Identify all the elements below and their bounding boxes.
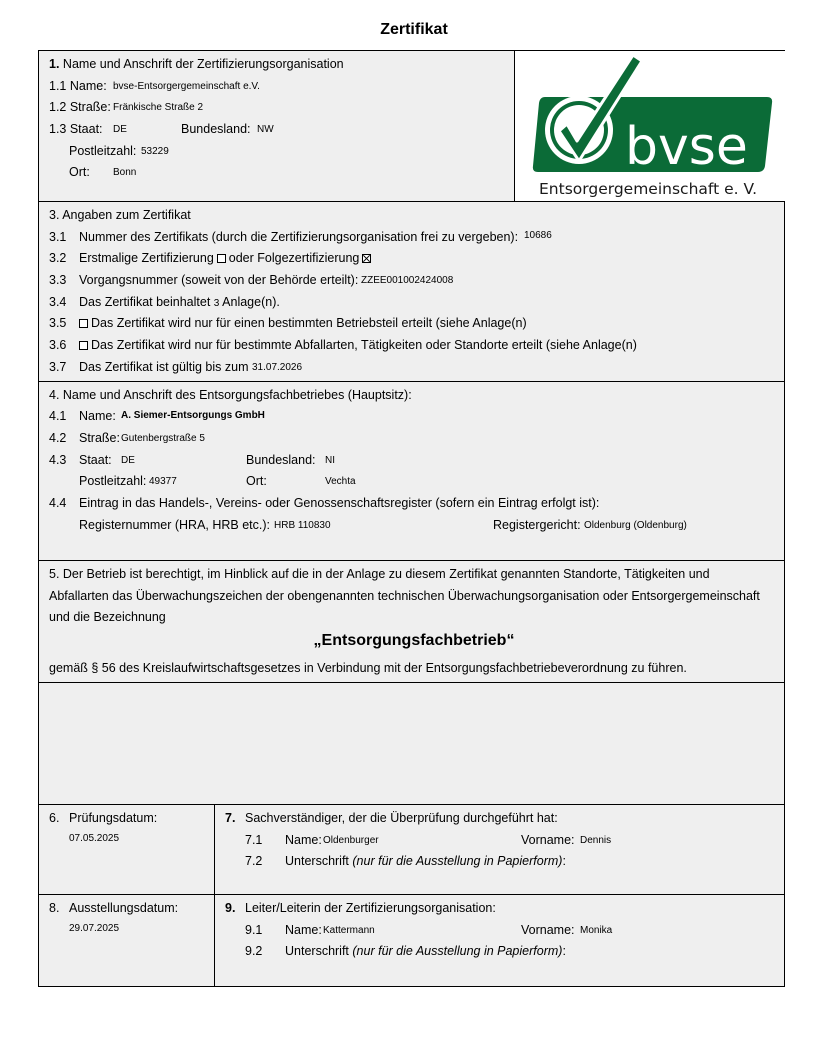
- s1-city-value: Bonn: [113, 167, 137, 178]
- checkbox-first-certification: [217, 254, 226, 263]
- s7-r71-num: 7.1: [245, 833, 263, 847]
- s1-heading: 1. Name und Anschrift der Zertifizierungsorganisation: [49, 57, 344, 71]
- s4-court-value: Oldenburg (Oldenburg): [584, 520, 687, 531]
- s8-value: 29.07.2025: [69, 923, 120, 934]
- s4-r44-num: 4.4: [49, 496, 67, 510]
- s3-r33-label: Vorgangsnummer (soweit von der Behörde erteilt):: [79, 273, 359, 287]
- s4-register-label: Registernummer (HRA, HRB etc.):: [79, 518, 271, 532]
- divider-8-9: [214, 894, 215, 987]
- s7-r71-label: Name:: [285, 833, 322, 847]
- s4-r43-label: Staat:: [79, 453, 112, 467]
- s9-heading: Leiter/Leiterin der Zertifizierungsorganisation:: [245, 901, 496, 915]
- s3-r33-value: ZZEE001002424008: [361, 275, 454, 286]
- s4-r42-num: 4.2: [49, 431, 67, 445]
- s7-first-label: Vorname:: [521, 833, 575, 847]
- s3-r33-num: 3.3: [49, 273, 67, 287]
- s4-r43-num: 4.3: [49, 453, 67, 467]
- s1-name-value: bvse-Entsorgergemeinschaft e.V.: [113, 81, 260, 92]
- checkbox-abfallarten: [79, 341, 88, 350]
- s9-r92-num: 9.2: [245, 944, 263, 958]
- s3-heading: 3. Angaben zum Zertifikat: [49, 208, 191, 222]
- logo-subtitle: Entsorgergemeinschaft e. V.: [539, 180, 757, 198]
- bvse-logo: [514, 51, 785, 201]
- s3-r31-label: Nummer des Zertifikats (durch die Zertifizierungsorganisation frei zu vergeben):: [79, 230, 519, 244]
- s1-country-label: 1.3 Staat:: [49, 122, 103, 136]
- s7-r71-value: Oldenburger: [323, 835, 379, 846]
- s6-label: Prüfungsdatum:: [69, 811, 158, 825]
- s1-zip-value: 53229: [141, 146, 169, 157]
- s4-r42-label: Straße:: [79, 431, 120, 445]
- s4-r41-num: 4.1: [49, 409, 67, 423]
- s9-r92-row: Unterschrift (nur für die Ausstellung in Papierform):: [285, 944, 566, 958]
- s3-r34-num: 3.4: [49, 295, 67, 309]
- s5-designation: „Entsorgungsfachbetrieb“: [313, 632, 515, 649]
- s1-state-value: NW: [257, 124, 274, 135]
- s3-r32-num: 3.2: [49, 251, 67, 265]
- s4-r41-value: A. Siemer-Entsorgungs GmbH: [121, 410, 265, 421]
- s3-r36-num: 3.6: [49, 338, 67, 352]
- s4-city-value: Vechta: [325, 476, 356, 487]
- s4-r42-value: Gutenbergstraße 5: [121, 433, 205, 444]
- bvse-logo-graphic: [515, 51, 785, 201]
- s4-state-value: NI: [325, 455, 335, 466]
- s9-num: 9.: [225, 901, 236, 915]
- s7-first-value: Dennis: [580, 835, 612, 846]
- s1-country-value: DE: [113, 124, 127, 135]
- s3-r37-value: 31.07.2026: [252, 362, 303, 373]
- s8-label: Ausstellungsdatum:: [69, 901, 179, 915]
- s3-r36-row: Das Zertifikat wird nur für bestimmte Abfallarten, Tätigkeiten oder Standorte erteilt (siehe Anlage(n): [76, 337, 637, 353]
- s3-r35-num: 3.5: [49, 316, 67, 330]
- s4-register-value: HRB 110830: [274, 520, 331, 531]
- s8-num: 8.: [49, 901, 60, 915]
- s4-city-label: Ort:: [246, 474, 267, 488]
- checkbox-betriebsteil: [79, 319, 88, 328]
- s3-r35-row: Das Zertifikat wird nur für einen bestimmten Betriebsteil erteilt (siehe Anlage(n): [76, 315, 527, 331]
- s5-line-2: Abfallarten das Überwachungszeichen der obengenannten technischen Überwachungsorganisation oder Entsorgergemeinschaft: [49, 589, 760, 603]
- s1-street-value: Fränkische Straße 2: [113, 102, 204, 113]
- s9-r91-value: Kattermann: [323, 925, 375, 936]
- s7-r72-num: 7.2: [245, 854, 263, 868]
- s4-court-label: Registergericht:: [493, 518, 581, 532]
- checkbox-follow-certification-checked: [362, 254, 371, 263]
- s7-r72-row: Unterschrift (nur für die Ausstellung in Papierform):: [285, 854, 566, 868]
- s7-num: 7.: [225, 811, 236, 825]
- s5-line-4: gemäß § 56 des Kreislaufwirtschaftsgesetzes in Verbindung mit der Entsorgungsfachbetriebeverordnung zu führen.: [49, 661, 687, 675]
- s6-value: 07.05.2025: [69, 833, 120, 844]
- s3-r31-num: 3.1: [49, 230, 67, 244]
- s1-name-label: 1.1 Name:: [49, 79, 107, 93]
- s9-first-value: Monika: [580, 925, 613, 936]
- s6-num: 6.: [49, 811, 60, 825]
- s1-state-label: Bundesland:: [181, 122, 251, 136]
- s7-heading: Sachverständiger, der die Überprüfung durchgeführt hat:: [245, 811, 558, 825]
- s4-r43-value: DE: [121, 455, 135, 466]
- s4-zip-value: 49377: [149, 476, 177, 487]
- blank-area: [38, 682, 785, 805]
- s9-r91-num: 9.1: [245, 923, 263, 937]
- s5-line-3: und die Bezeichnung: [49, 610, 166, 624]
- s3-r37-num: 3.7: [49, 360, 67, 374]
- divider-6-7: [214, 804, 215, 895]
- s4-r44-label: Eintrag in das Handels-, Vereins- oder Genossenschaftsregister (sofern ein Eintrag erfolgt ist):: [79, 496, 600, 510]
- s5-line-1: 5. Der Betrieb ist berechtigt, im Hinblick auf die in der Anlage zu diesem Zertifikat genannten Standorte, Tätigkeiten und: [49, 567, 710, 581]
- s4-r41-label: Name:: [79, 409, 116, 423]
- s9-first-label: Vorname:: [521, 923, 575, 937]
- s4-heading: 4. Name und Anschrift des Entsorgungsfachbetriebes (Hauptsitz):: [49, 388, 412, 402]
- s1-city-label: Ort:: [69, 165, 90, 179]
- s3-r34-row: Das Zertifikat beinhaltet 3 Anlage(n).: [79, 295, 280, 309]
- s1-zip-label: Postleitzahl:: [69, 144, 137, 158]
- s3-r32-row: Erstmalige Zertifizierung oder Folgezertifizierung: [79, 250, 374, 266]
- s4-zip-label: Postleitzahl:: [79, 474, 147, 488]
- s9-r91-label: Name:: [285, 923, 322, 937]
- s3-r31-value: 10686: [524, 230, 552, 241]
- document-title: Zertifikat: [380, 21, 448, 38]
- s3-r37-label: Das Zertifikat ist gültig bis zum: [79, 360, 249, 374]
- logo-brand: bvse: [625, 117, 748, 177]
- s4-state-label: Bundesland:: [246, 453, 316, 467]
- s1-street-label: 1.2 Straße:: [49, 100, 111, 114]
